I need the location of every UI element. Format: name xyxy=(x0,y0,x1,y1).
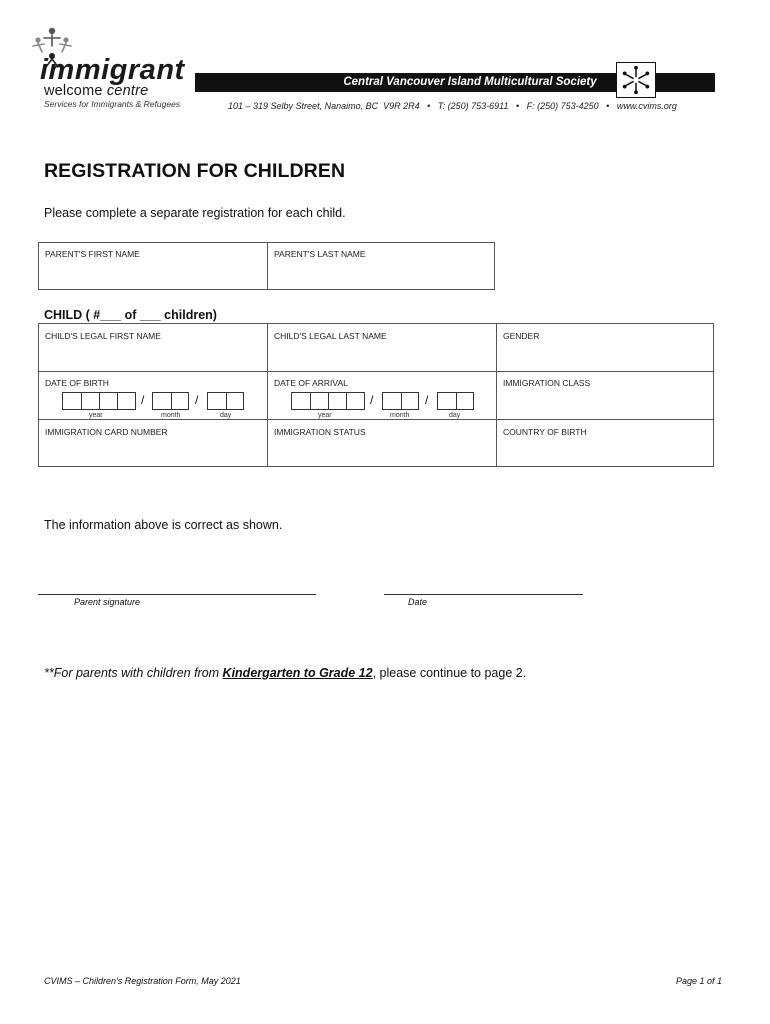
footer-form-id: CVIMS – Children's Registration Form, May 2021 xyxy=(44,976,241,986)
continue-note xyxy=(44,666,526,680)
logo-tagline: Services for Immigrants & Refugees xyxy=(44,99,181,109)
logo-word-centre: centre xyxy=(106,83,149,99)
dob-day-label: day xyxy=(220,412,232,419)
arrival-month-input[interactable] xyxy=(382,392,419,410)
date-of-arrival-label: DATE OF ARRIVAL xyxy=(274,378,348,388)
org-address: 101 – 319 Selby Street, Nanaimo, BC V9R 2R4 • T: (250) 753-6911 • F: (250) 753-4250 • www.cvims.org xyxy=(228,101,677,111)
logo-word-welcome: welcome xyxy=(44,83,103,99)
dob-month-label: month xyxy=(161,412,181,419)
arrival-month-label: month xyxy=(390,412,410,419)
date-line[interactable] xyxy=(384,594,583,595)
child-count-heading: CHILD ( #___ of ___ children) xyxy=(44,308,217,322)
date-separator: / xyxy=(195,393,199,407)
confirmation-text: The information above is correct as shown. xyxy=(44,518,283,532)
note-emphasis: Kindergarten to Grade 12 xyxy=(222,666,373,680)
org-name: Central Vancouver Island Multicultural Society xyxy=(343,76,597,88)
arrival-day-input[interactable] xyxy=(437,392,474,410)
date-separator: / xyxy=(370,393,374,407)
date-label: Date xyxy=(408,597,428,607)
table-divider xyxy=(267,243,268,289)
immigration-class-field[interactable]: IMMIGRATION CLASS xyxy=(503,378,591,388)
date-separator: / xyxy=(425,393,429,407)
dob-month-input[interactable] xyxy=(152,392,189,410)
dob-day-input[interactable] xyxy=(207,392,244,410)
country-of-birth-field[interactable]: COUNTRY OF BIRTH xyxy=(503,427,587,437)
table-divider xyxy=(496,324,497,466)
note-suffix: , please continue to page 2. xyxy=(372,666,527,680)
page-title: REGISTRATION FOR CHILDREN xyxy=(44,160,346,182)
dob-year-label: year xyxy=(89,412,103,419)
note-prefix: **For parents with children from xyxy=(44,666,223,680)
arrival-year-input[interactable] xyxy=(291,392,365,410)
date-separator: / xyxy=(141,393,145,407)
snowflake-people-icon xyxy=(616,62,656,98)
table-divider xyxy=(267,324,268,466)
dob-year-input[interactable] xyxy=(62,392,136,410)
instruction-text: Please complete a separate registration for each child. xyxy=(44,206,346,220)
arrival-year-label: year xyxy=(318,412,332,419)
gender-field[interactable]: GENDER xyxy=(503,331,540,341)
signature-label: Parent signature xyxy=(74,597,141,607)
date-of-birth-label: DATE OF BIRTH xyxy=(45,378,109,388)
parent-last-name-field[interactable]: PARENT'S LAST NAME xyxy=(274,249,366,259)
child-legal-last-name-field[interactable]: CHILD'S LEGAL LAST NAME xyxy=(274,331,387,341)
immigration-card-number-field[interactable]: IMMIGRATION CARD NUMBER xyxy=(45,427,168,437)
parent-first-name-field[interactable]: PARENT'S FIRST NAME xyxy=(45,249,140,259)
arrival-day-label: day xyxy=(449,412,461,419)
table-divider xyxy=(39,419,713,420)
table-divider xyxy=(39,371,713,372)
immigration-status-field[interactable]: IMMIGRATION STATUS xyxy=(274,427,366,437)
logo-word-welcome-centre xyxy=(44,84,148,99)
logo-word-immigrant: immigrant xyxy=(40,54,185,86)
child-info-table xyxy=(38,323,714,467)
signature-line[interactable] xyxy=(38,594,316,595)
footer-page-number: Page 1 of 1 xyxy=(676,976,723,986)
child-legal-first-name-field[interactable]: CHILD'S LEGAL FIRST NAME xyxy=(45,331,161,341)
parent-name-table xyxy=(38,242,495,290)
